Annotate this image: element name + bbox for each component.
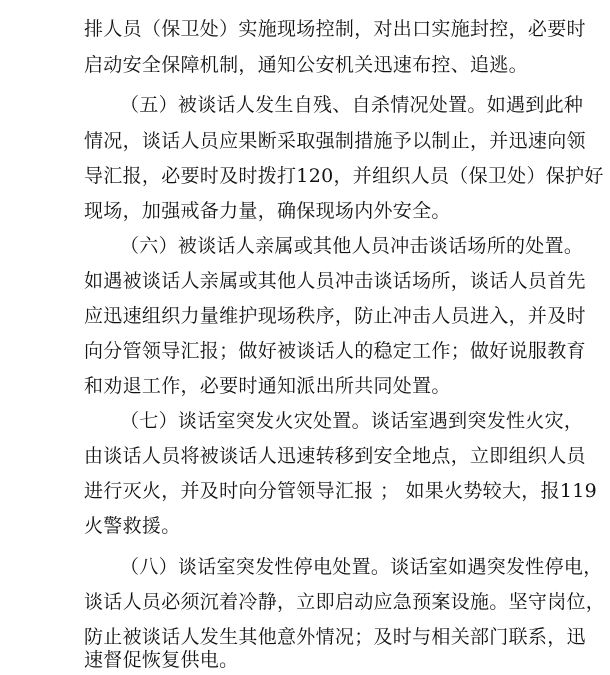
text-line: 导汇报，必要时及时拨打120，并组织人员（保卫处）保护好: [84, 165, 604, 187]
text-line: 防止被谈话人发生其他意外情况；及时与相关部门联系，迅: [84, 626, 586, 648]
section-heading-six: （六）被谈话人亲属或其他人员冲击谈话场所的处置。: [120, 235, 584, 257]
text-line: 启动安全保障机制，通知公安机关迅速布控、追逃。: [84, 54, 528, 76]
text-line: 如遇被谈话人亲属或其他人员冲击谈话场所，谈话人员首先: [84, 270, 586, 292]
text-line: 情况，谈话人员应果断采取强制措施予以制止，并迅速向领: [84, 130, 586, 152]
text-line: 应迅速组织力量维护现场秩序，防止冲击人员进入，并及时: [84, 305, 586, 327]
section-heading-eight: （八）谈话室突发性停电处置。谈话室如遇突发性停电，: [120, 556, 603, 578]
text-line: 和劝退工作，必要时通知派出所共同处置。: [84, 375, 451, 397]
text-line: 现场，加强戒备力量，确保现场内外安全。: [84, 200, 451, 222]
text-line: 向分管领导汇报；做好被谈话人的稳定工作；做好说服教育: [84, 340, 586, 362]
section-heading-seven: （七）谈话室突发火灾处置。谈话室遇到突发性火灾，: [120, 410, 584, 432]
text-line: 排人员（保卫处）实施现场控制，对出口实施封控，必要时: [84, 18, 586, 40]
text-line: 速督促恢复供电。: [84, 649, 239, 671]
text-line: 火警救援。: [84, 515, 181, 537]
text-line: 进行灭火，并及时向分管领导汇报 ； 如果火势较大，报119: [84, 480, 598, 502]
text-line: 由谈话人员将被谈话人迅速转移到安全地点，立即组织人员: [84, 445, 586, 467]
section-heading-five: （五）被谈话人发生自残、自杀情况处置。如遇到此种: [120, 94, 584, 116]
text-line: 谈话人员必须沉着冷静，立即启动应急预案设施。坚守岗位，: [84, 591, 606, 613]
